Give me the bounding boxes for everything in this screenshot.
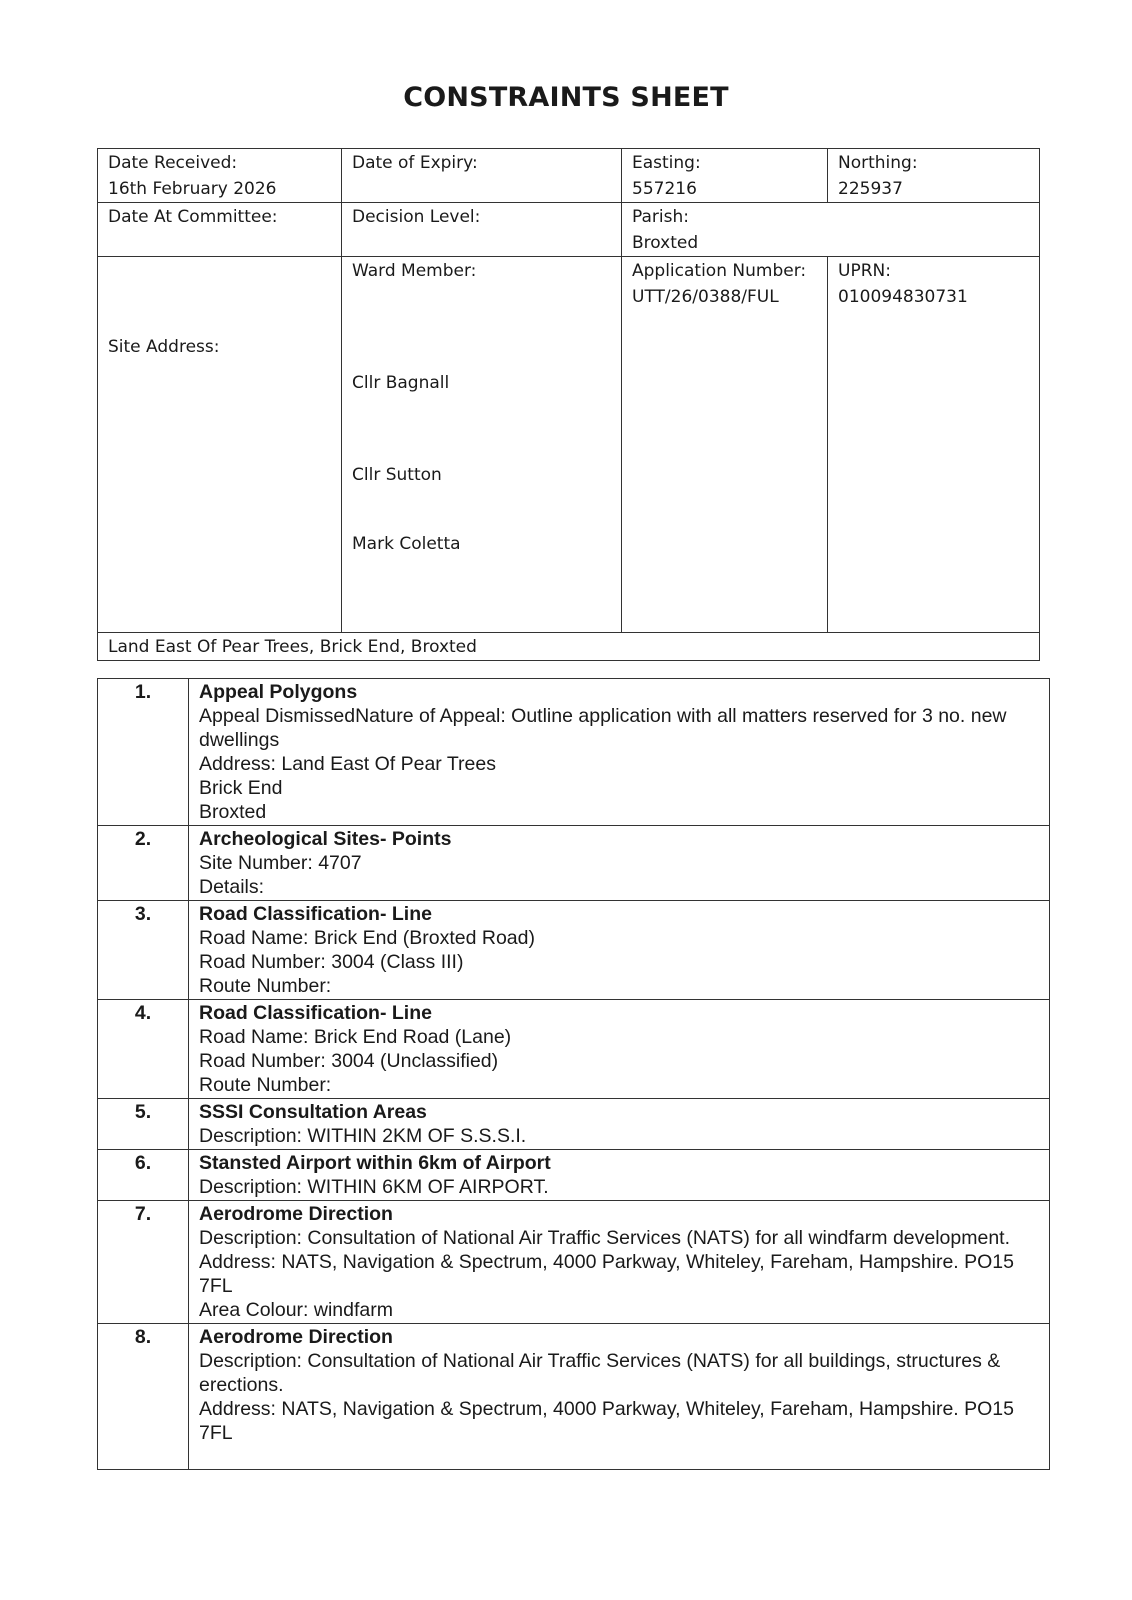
- date-expiry-cell: [342, 149, 622, 203]
- ward-member-label: Ward Member:: [352, 261, 477, 281]
- constraint-row: [98, 901, 1050, 1000]
- uprn-label: UPRN:: [838, 261, 891, 281]
- constraint-title: Road Classification- Line: [199, 1002, 432, 1024]
- constraint-details: [189, 1201, 1050, 1324]
- constraint-line: Details:: [199, 876, 265, 898]
- constraint-line: Route Number:: [199, 975, 332, 997]
- constraint-row: [98, 826, 1050, 901]
- uprn-value: 010094830731: [838, 287, 968, 307]
- constraint-row: [98, 1201, 1050, 1324]
- constraint-title: Aerodrome Direction: [199, 1203, 393, 1225]
- ward-member-cell: [342, 257, 622, 633]
- constraint-row: [98, 1150, 1050, 1201]
- constraint-number: 8.: [98, 1324, 189, 1470]
- site-address-value-cell: [98, 633, 1040, 661]
- date-received-cell: [98, 149, 342, 203]
- date-expiry-label: Date of Expiry:: [352, 153, 478, 173]
- ward-member-name: Cllr Bagnall: [352, 373, 450, 393]
- application-number-cell: [622, 257, 828, 633]
- decision-level-cell: [342, 203, 622, 257]
- constraint-title: Road Classification- Line: [199, 903, 432, 925]
- constraint-line: Description: WITHIN 6KM OF AIRPORT.: [199, 1176, 549, 1198]
- constraint-line: Address: NATS, Navigation & Spectrum, 4000 Parkway, Whiteley, Fareham, Hampshire. PO15 7FL: [199, 1251, 1014, 1297]
- constraint-details: [189, 901, 1050, 1000]
- constraint-row: [98, 1324, 1050, 1470]
- constraint-number: 5.: [98, 1099, 189, 1150]
- constraint-line: Road Name: Brick End Road (Lane): [199, 1026, 512, 1048]
- date-received-value: 16th February 2026: [108, 179, 277, 199]
- easting-cell: [622, 149, 828, 203]
- constraint-title: Stansted Airport within 6km of Airport: [199, 1152, 551, 1174]
- constraint-row: [98, 1099, 1050, 1150]
- constraint-number: 7.: [98, 1201, 189, 1324]
- date-received-label: Date Received:: [108, 153, 238, 173]
- ward-member-name: Cllr Sutton: [352, 465, 442, 485]
- constraint-line: Description: WITHIN 2KM OF S.S.S.I.: [199, 1125, 527, 1147]
- constraint-line: Road Number: 3004 (Unclassified): [199, 1050, 499, 1072]
- constraint-row: [98, 1000, 1050, 1099]
- constraint-line: Description: Consultation of National Air Traffic Services (NATS) for all windfarm development.: [199, 1227, 1011, 1249]
- parish-value: Broxted: [632, 233, 699, 253]
- constraint-row: [98, 679, 1050, 826]
- constraint-line: Road Name: Brick End (Broxted Road): [199, 927, 535, 949]
- decision-level-label: Decision Level:: [352, 207, 481, 227]
- constraint-line: Broxted: [199, 801, 267, 823]
- constraint-number: 2.: [98, 826, 189, 901]
- constraint-line: Site Number: 4707: [199, 852, 362, 874]
- site-address-label-cell: [98, 257, 342, 633]
- date-committee-label: Date At Committee:: [108, 207, 278, 227]
- constraints-table: [97, 678, 1050, 1470]
- site-address-value: Land East Of Pear Trees, Brick End, Broxted: [108, 637, 477, 657]
- constraint-line: Address: NATS, Navigation & Spectrum, 4000 Parkway, Whiteley, Fareham, Hampshire. PO15 7FL: [199, 1398, 1014, 1444]
- constraint-number: 6.: [98, 1150, 189, 1201]
- easting-label: Easting:: [632, 153, 701, 173]
- constraint-line: Brick End: [199, 777, 283, 799]
- constraint-title: Appeal Polygons: [199, 681, 358, 703]
- constraint-details: [189, 1324, 1050, 1470]
- uprn-cell: [828, 257, 1040, 633]
- constraint-title: SSSI Consultation Areas: [199, 1101, 427, 1123]
- constraint-details: [189, 1099, 1050, 1150]
- constraint-number: 4.: [98, 1000, 189, 1099]
- application-number-value: UTT/26/0388/FUL: [632, 287, 779, 307]
- parish-label: Parish:: [632, 207, 689, 227]
- constraint-details: [189, 679, 1050, 826]
- constraint-details: [189, 826, 1050, 901]
- constraint-line: Appeal DismissedNature of Appeal: Outline application with all matters reserved for 3 no. new dwellings: [199, 705, 1007, 751]
- constraint-line: Road Number: 3004 (Class III): [199, 951, 464, 973]
- easting-value: 557216: [632, 179, 697, 199]
- constraint-details: [189, 1000, 1050, 1099]
- site-address-label: Site Address:: [108, 337, 220, 357]
- northing-cell: [828, 149, 1040, 203]
- constraint-title: Archeological Sites- Points: [199, 828, 452, 850]
- ward-member-name: Mark Coletta: [352, 534, 461, 554]
- northing-label: Northing:: [838, 153, 918, 173]
- constraint-number: 3.: [98, 901, 189, 1000]
- constraint-details: [189, 1150, 1050, 1201]
- northing-value: 225937: [838, 179, 903, 199]
- constraint-line: Description: Consultation of National Air Traffic Services (NATS) for all buildings, structures & erections.: [199, 1350, 1001, 1396]
- constraint-line: Route Number:: [199, 1074, 332, 1096]
- application-number-label: Application Number:: [632, 261, 807, 281]
- constraint-title: Aerodrome Direction: [199, 1326, 393, 1348]
- application-info-table: [97, 148, 1040, 661]
- date-committee-cell: [98, 203, 342, 257]
- page-title: CONSTRAINTS SHEET: [403, 82, 729, 113]
- constraint-line: Area Colour: windfarm: [199, 1299, 393, 1321]
- constraint-line: Address: Land East Of Pear Trees: [199, 753, 496, 775]
- parish-cell: [622, 203, 1040, 257]
- constraint-number: 1.: [98, 679, 189, 826]
